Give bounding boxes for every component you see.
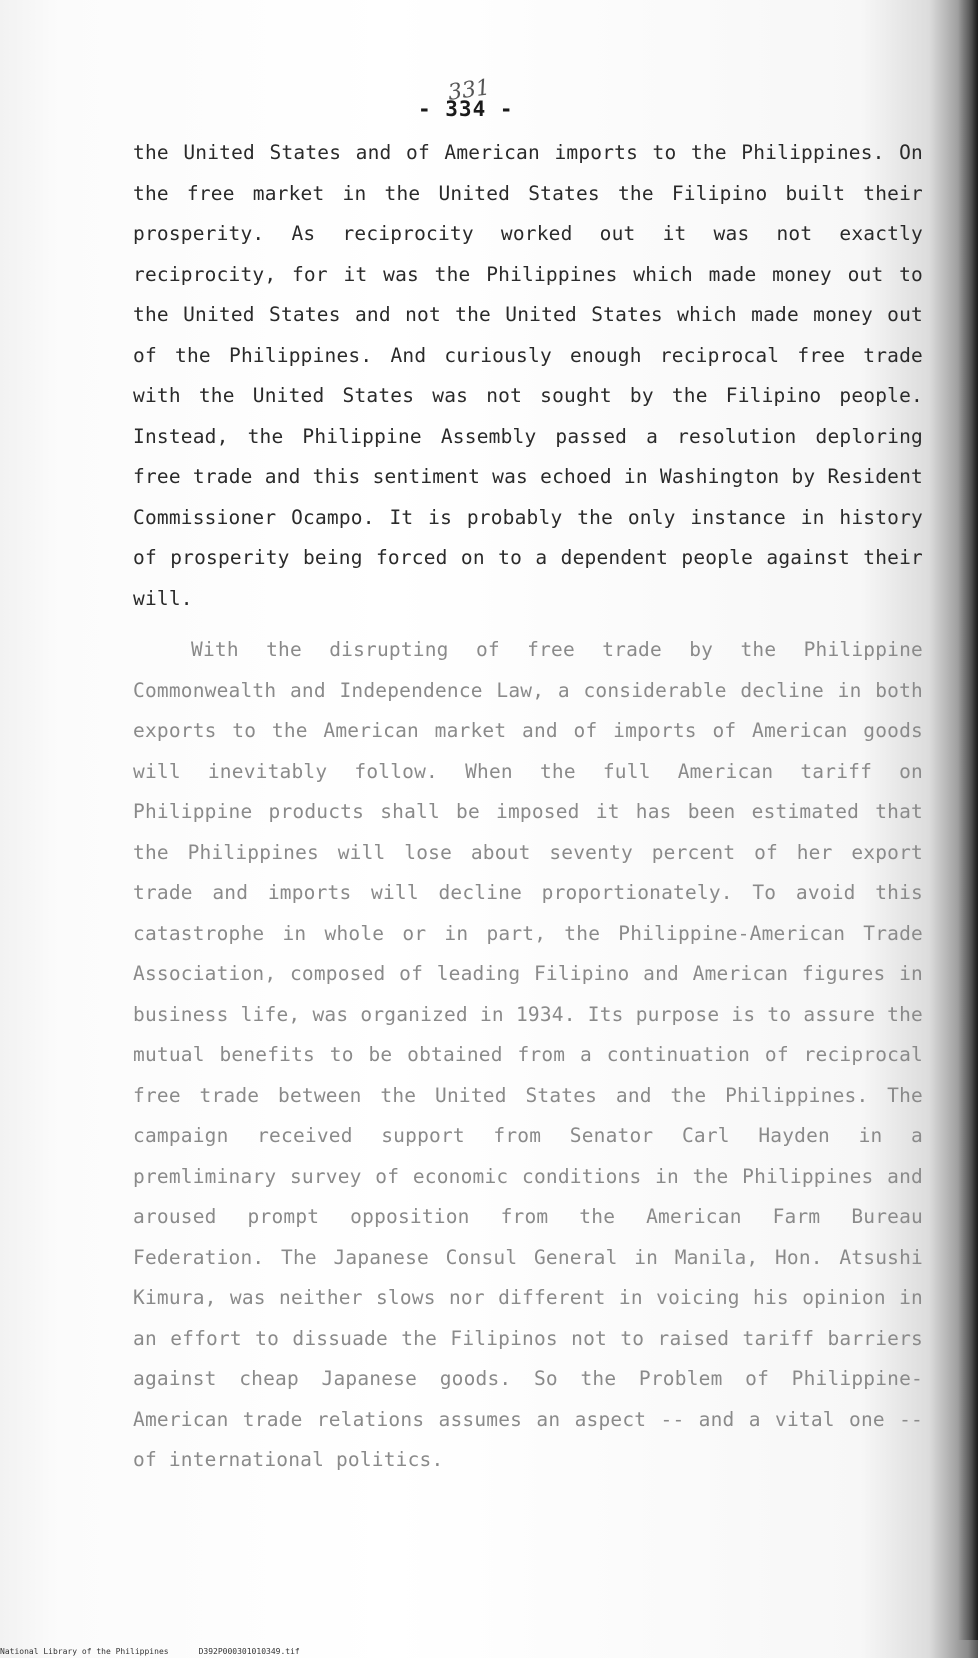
footer-filename: D392P000301010349.tif <box>198 1647 300 1656</box>
handwritten-page-number: 331 <box>446 75 492 106</box>
footer-library: National Library of the Philippines <box>0 1647 169 1656</box>
scan-footer <box>0 1647 300 1656</box>
scan-edge-shadow <box>958 0 978 1640</box>
paragraph-2: With the disrupting of free trade by the Philippine Commonwealth and Independence Law, a considerable decline in both exports to the American market and of imports of American goods will inevitably follow. When the full American tariff on Philippine products shall be imposed it has been estimated that the Philippines will lose about seventy percent of her export trade and imports will decline proportionately. To avoid this catastrophe in whole or in part, the Philippine-American Trade Association, composed of leading Filipino and American figures in business life, was organized in 1934. Its purpose is to assure the mutual benefits to be obtained from a continuation of reciprocal free trade between the United States and the Philippines. The campaign received support from Senator Carl Hayden in a premliminary survey of economic conditions in the Philippines and aroused prompt opposition from the American Farm Bureau Federation. The Japanese Consul General in Manila, Hon. Atsushi Kimura, was neither slows nor different in voicing his opinion in an effort to dissuade the Filipinos not to raised tariff barriers against cheap Japanese goods. So the Problem of Philippine-American trade relations assumes an aspect -- and a vital one -- of international politics. <box>133 638 923 1471</box>
paragraph-1: the United States and of American imports to the Philippines. On the free market in the United States the Filipino built their prosperity. As reciprocity worked out it was not exactly reciprocity, for it was the Philippines which made money out to the United States and not the United States which made money out of the Philippines. And curiously enough reciprocal free trade with the United States was not sought by the Filipino people. Instead, the Philippine Assembly passed a resolution deploring free trade and this sentiment was echoed in Washington by Resident Commissioner Ocampo. It is probably the only instance in history of prosperity being forced on to a dependent people against their will. <box>133 141 923 610</box>
page-number: - 334 - <box>418 97 514 121</box>
